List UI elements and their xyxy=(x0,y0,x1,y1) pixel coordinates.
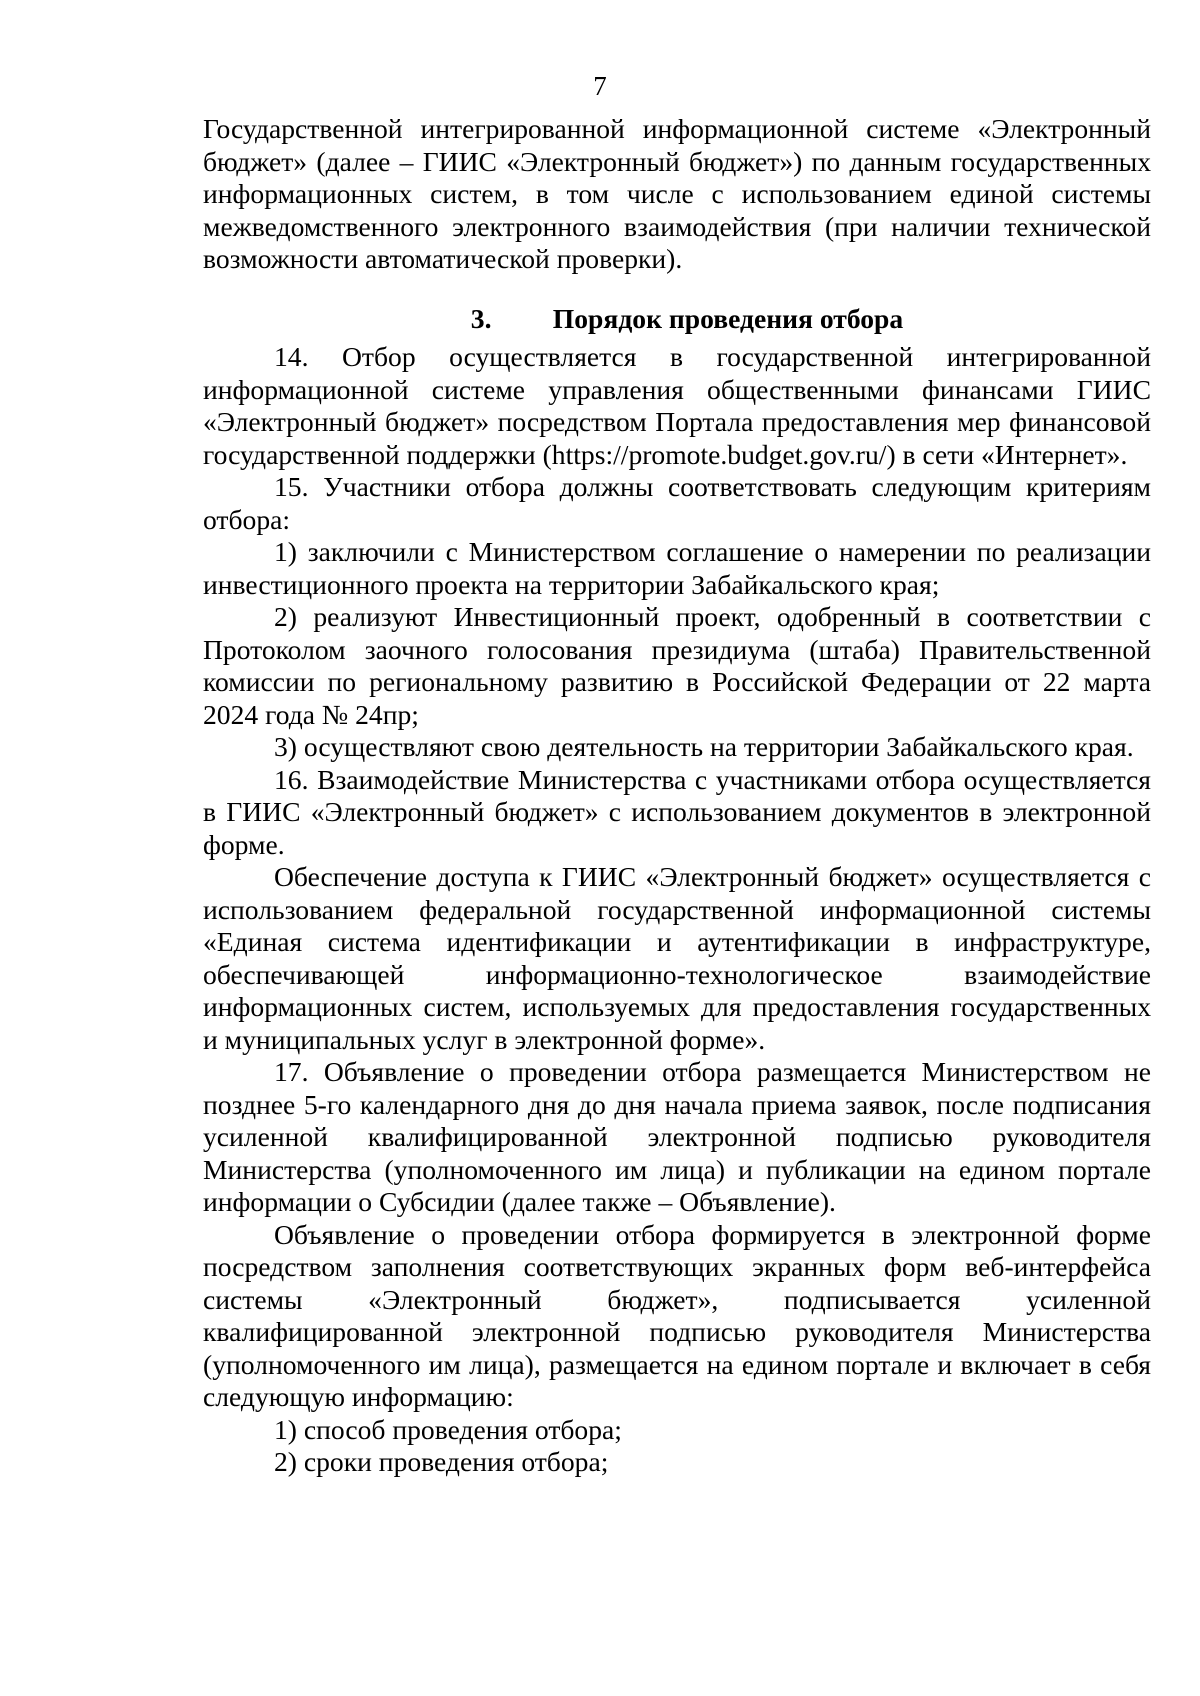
document-body xyxy=(203,113,1151,1479)
access-paragraph: Обеспечение доступа к ГИИС «Электронный бюджет» осуществляется с использованием федеральной государственной информационной системы «Единая система идентификации и аутентификации в инфраструктуре, обеспечивающей информационно-технологическое взаимодействие информационных систем, используемых для предоставления государственных и муниципальных услуг в электронной форме». xyxy=(203,861,1151,1055)
page-number: 7 xyxy=(593,71,607,101)
announcement-paragraph: Объявление о проведении отбора формируется в электронной форме посредством заполнения соответствующих экранных форм веб-интерфейса системы «Электронный бюджет», подписывается усиленной квалифицированной электронной подписью руководителя Министерства (уполномоченного им лица), размещается на едином портале и включает в себя следующую информацию: xyxy=(203,1218,1151,1412)
info-item-1: 1) способ проведения отбора; xyxy=(274,1413,622,1445)
section-heading xyxy=(203,303,1151,336)
intro-paragraph: Государственной интегрированной информационной системе «Электронный бюджет» (далее – ГИИС «Электронный бюджет») по данным государственных информационных систем, в том числе с использованием единой системы межведомственного электронного взаимодействия (при наличии технической возможности автоматической проверки). xyxy=(203,113,1151,274)
section-number: 3. xyxy=(470,302,492,334)
section-title: Порядок проведения отбора xyxy=(552,302,904,334)
paragraph-17: 17. Объявление о проведении отбора размещается Министерством не позднее 5-го календарного дня до дня начала приема заявок, после подписания усиленной квалифицированной электронной подписью руководителя Министерства (уполномоченного им лица) и публикации на едином портале информации о Субсидии (далее также – Объявление). xyxy=(203,1056,1151,1217)
info-item-2: 2) сроки проведения отбора; xyxy=(274,1446,609,1477)
paragraph-14: 14. Отбор осуществляется в государственной интегрированной информационной системе управления общественными финансами ГИИС «Электронный бюджет» посредством Портала предоставления мер финансовой государственной поддержки (https://promote.budget.gov.ru/) в сети «Интернет». xyxy=(203,341,1151,470)
paragraph-16: 16. Взаимодействие Министерства с участниками отбора осуществляется в ГИИС «Электронный бюджет» с использованием документов в электронной форме. xyxy=(203,763,1151,860)
criterion-item-2: 2) реализуют Инвестиционный проект, одобренный в соответствии с Протоколом заочного голосования президиума (штаба) Правительственной комиссии по региональному развитию в Российской Федерации от 22 марта 2024 года № 24пр; xyxy=(203,601,1151,730)
criterion-item-3: 3) осуществляют свою деятельность на территории Забайкальского края. xyxy=(274,731,1134,762)
paragraph-15: 15. Участники отбора должны соответствовать следующим критериям отбора: xyxy=(203,471,1151,535)
criterion-item-1: 1) заключили с Министерством соглашение о намерении по реализации инвестиционного проекта на территории Забайкальского края; xyxy=(203,536,1151,600)
